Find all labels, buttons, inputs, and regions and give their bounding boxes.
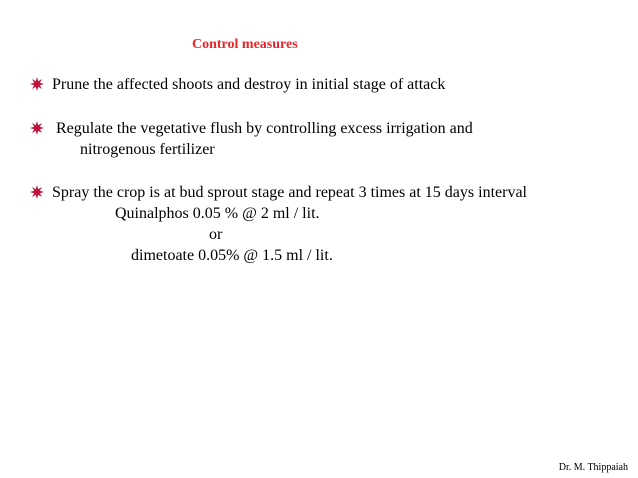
bullet-item-2 (30, 119, 473, 139)
bullet-continuation-2: nitrogenous fertilizer (80, 141, 215, 158)
bullet-text-2: Regulate the vegetative flush by controlling excess irrigation and (56, 120, 473, 137)
author-credit: Dr. M. Thippaiah (558, 462, 628, 473)
spray-option-quinalphos: Quinalphos 0.05 % @ 2 ml / lit. (115, 205, 320, 222)
bullet-item-1 (30, 75, 445, 95)
slide-title: Control measures (192, 37, 298, 52)
bullet-text-1: Prune the affected shoots and destroy in initial stage of attack (52, 76, 446, 93)
bullet-item-3 (30, 183, 527, 203)
starburst-bullet-icon (30, 185, 44, 199)
spray-option-dimetoate: dimetoate 0.05% @ 1.5 ml / lit. (131, 247, 333, 264)
spray-option-or: or (209, 226, 223, 243)
starburst-bullet-icon (30, 77, 44, 91)
starburst-bullet-icon (30, 121, 44, 135)
bullet-text-3: Spray the crop is at bud sprout stage and repeat 3 times at 15 days interval (52, 184, 527, 201)
